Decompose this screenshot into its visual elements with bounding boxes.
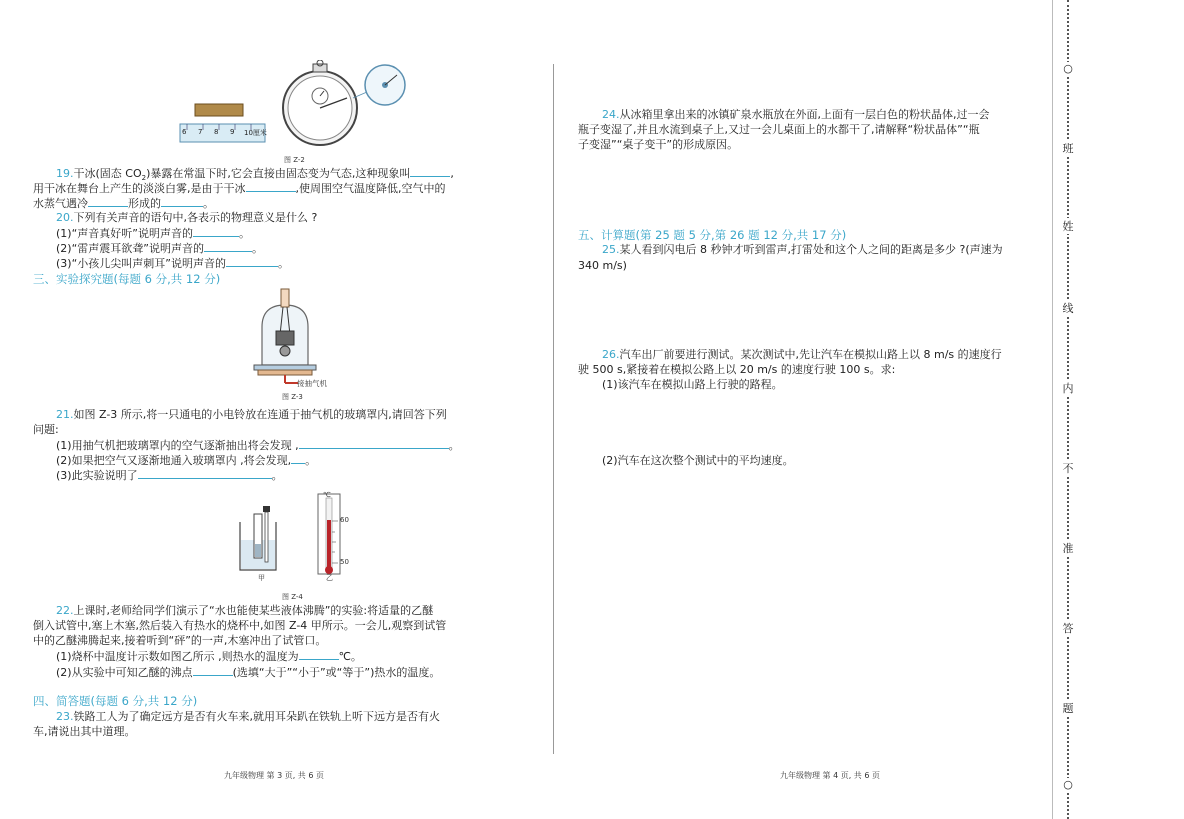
q21-item2: (2)如果把空气又逐渐地通入玻璃罩内 ,将会发现, 。 bbox=[56, 454, 317, 467]
binding-circle-top: ○ bbox=[1060, 62, 1076, 75]
q23-line2: 车,请说出其中道理。 bbox=[33, 725, 136, 738]
answer-blank[interactable] bbox=[138, 468, 272, 479]
q21-item1: (1)用抽气机把玻璃罩内的空气逐渐抽出将会发现 , 。 bbox=[56, 439, 460, 452]
binding-char: 姓 bbox=[1060, 218, 1076, 234]
thermometer-tick-50: 50 bbox=[340, 558, 349, 566]
page-footer-right: 九年级物理 第 4 页, 共 6 页 bbox=[780, 771, 880, 780]
answer-blank[interactable] bbox=[291, 453, 305, 464]
q26-item2: (2)汽车在这次整个测试中的平均速度。 bbox=[602, 454, 794, 467]
q20-stem: 20.下列有关声音的语句中,各表示的物理意义是什么 ? bbox=[56, 211, 318, 224]
binding-circle-bottom: ○ bbox=[1060, 778, 1076, 791]
q26-line1: 26.汽车出厂前要进行测试。某次测试中,先让汽车在模拟山路上以 8 m/s 的速度行 bbox=[602, 348, 1002, 361]
ruler-tick: 10厘米 bbox=[244, 129, 267, 137]
q22-line3: 中的乙醚沸腾起来,接着听到“砰”的一声,木塞冲出了试管口。 bbox=[33, 634, 327, 647]
q24-number: 24. bbox=[602, 108, 620, 121]
binding-char: 准 bbox=[1060, 540, 1076, 556]
q21-line1: 21.如图 Z-3 所示,将一只通电的小电铃放在连通于抽气机的玻璃罩内,请回答下列 bbox=[56, 408, 447, 421]
q19-number: 19. bbox=[56, 167, 74, 180]
answer-blank[interactable] bbox=[88, 196, 128, 207]
ruler-tick: 6 bbox=[182, 128, 187, 136]
ruler-tick: 7 bbox=[198, 128, 203, 136]
q20-number: 20. bbox=[56, 211, 74, 224]
answer-blank[interactable] bbox=[410, 166, 450, 177]
binding-char: 班 bbox=[1060, 140, 1076, 156]
q25-line2: 340 m/s) bbox=[578, 259, 627, 272]
binding-char: 线 bbox=[1060, 300, 1076, 316]
thermometer-unit: ℃ bbox=[323, 491, 331, 499]
q25-line1: 25.某人看到闪电后 8 秒钟才听到雷声,打雷处和这个人之间的距离是多少 ?(声速为 bbox=[602, 243, 1003, 256]
q20-item1: (1)“声音真好听”说明声音的 。 bbox=[56, 227, 250, 240]
q21-line2: 问题: bbox=[33, 423, 59, 436]
q26-number: 26. bbox=[602, 348, 620, 361]
q22-item1: (1)烧杯中温度计示数如图乙所示 ,则热水的温度为 ℃。 bbox=[56, 650, 362, 663]
answer-blank[interactable] bbox=[246, 181, 296, 192]
q26-line2: 驶 500 s,紧接着在模拟公路上以 20 m/s 的速度行驶 100 s。求: bbox=[578, 363, 896, 376]
q22-number: 22. bbox=[56, 604, 74, 617]
q24-line2: 瓶子变湿了,并且水流到桌子上,又过一会儿桌面上的水都干了,请解释“粉状晶体”“瓶 bbox=[578, 123, 980, 136]
q20-item3: (3)“小孩儿尖叫声刺耳”说明声音的 。 bbox=[56, 257, 289, 270]
binding-dotted-line bbox=[1067, 0, 1069, 819]
answer-blank[interactable] bbox=[193, 665, 233, 676]
answer-blank[interactable] bbox=[299, 649, 339, 660]
figure-z4 bbox=[230, 492, 360, 582]
binding-char: 不 bbox=[1060, 460, 1076, 476]
answer-blank[interactable] bbox=[226, 256, 278, 267]
answer-blank[interactable] bbox=[204, 241, 252, 252]
page-divider bbox=[553, 64, 554, 754]
answer-blank[interactable] bbox=[299, 438, 449, 449]
section-4-heading: 四、简答题(每题 6 分,共 12 分) bbox=[33, 694, 198, 708]
q23-line1: 23.铁路工人为了确定远方是否有火车来,就用耳朵趴在铁轨上听下远方是否有火 bbox=[56, 710, 440, 723]
q24-line3: 子变湿”“桌子变干”的形成原因。 bbox=[578, 138, 739, 151]
figure-z2-caption: 图 Z-2 bbox=[284, 156, 305, 164]
q24-line1: 24.从冰箱里拿出来的冰镇矿泉水瓶放在外面,上面有一层白色的粉状晶体,过一会 bbox=[602, 108, 990, 121]
figure-z3-label: 接抽气机 bbox=[297, 379, 327, 388]
q26-item1: (1)该汽车在模拟山路上行驶的路程。 bbox=[602, 378, 783, 391]
q23-number: 23. bbox=[56, 710, 74, 723]
answer-blank[interactable] bbox=[161, 196, 203, 207]
section-5-heading: 五、计算题(第 25 题 5 分,第 26 题 12 分,共 17 分) bbox=[578, 228, 847, 242]
q21-number: 21. bbox=[56, 408, 74, 421]
binding-char: 题 bbox=[1060, 700, 1076, 716]
page-footer-left: 九年级物理 第 3 页, 共 6 页 bbox=[224, 771, 324, 780]
figure-z4-label-jia: 甲 bbox=[258, 574, 265, 582]
q22-item2: (2)从实验中可知乙醚的沸点 (选填“大于”“小于”或“等于”)热水的温度。 bbox=[56, 666, 441, 679]
q22-line1: 22.上课时,老师给同学们演示了“水也能使某些液体沸腾”的实验:将适量的乙醚 bbox=[56, 604, 434, 617]
q22-line2: 倒入试管中,塞上木塞,然后装入有热水的烧杯中,如图 Z-4 甲所示。一会儿,观察到试管 bbox=[33, 619, 447, 632]
figure-z2 bbox=[175, 60, 415, 150]
binding-rule bbox=[1052, 0, 1053, 819]
binding-strip bbox=[1059, 0, 1077, 819]
figure-z3-caption: 图 Z-3 bbox=[282, 393, 303, 401]
binding-char: 答 bbox=[1060, 620, 1076, 636]
figure-z4-label-yi: 乙 bbox=[326, 574, 333, 582]
q19-line2: 用干冰在舞台上产生的淡淡白雾,是由于干冰 ,使周围空气温度降低,空气中的 bbox=[33, 182, 446, 195]
q20-item2: (2)“雷声震耳欲聋”说明声音的 。 bbox=[56, 242, 263, 255]
section-3-heading: 三、实验探究题(每题 6 分,共 12 分) bbox=[33, 272, 221, 286]
answer-blank[interactable] bbox=[193, 226, 239, 237]
ruler-tick: 8 bbox=[214, 128, 219, 136]
q19-line1: 19.干冰(固态 $CO_2$)暴露在常温下时,它会直接由固态变为气态,这种现象叫 , bbox=[56, 167, 454, 183]
thermometer-tick-60: 60 bbox=[340, 516, 349, 524]
q19-line3: 水蒸气遇冷 形成的 。 bbox=[33, 197, 214, 210]
figure-z4-caption: 图 Z-4 bbox=[282, 593, 303, 601]
figure-z3 bbox=[250, 287, 320, 387]
ruler-tick: 9 bbox=[230, 128, 235, 136]
q21-item3: (3)此实验说明了 。 bbox=[56, 469, 283, 482]
q25-number: 25. bbox=[602, 243, 620, 256]
binding-char: 内 bbox=[1060, 380, 1076, 396]
